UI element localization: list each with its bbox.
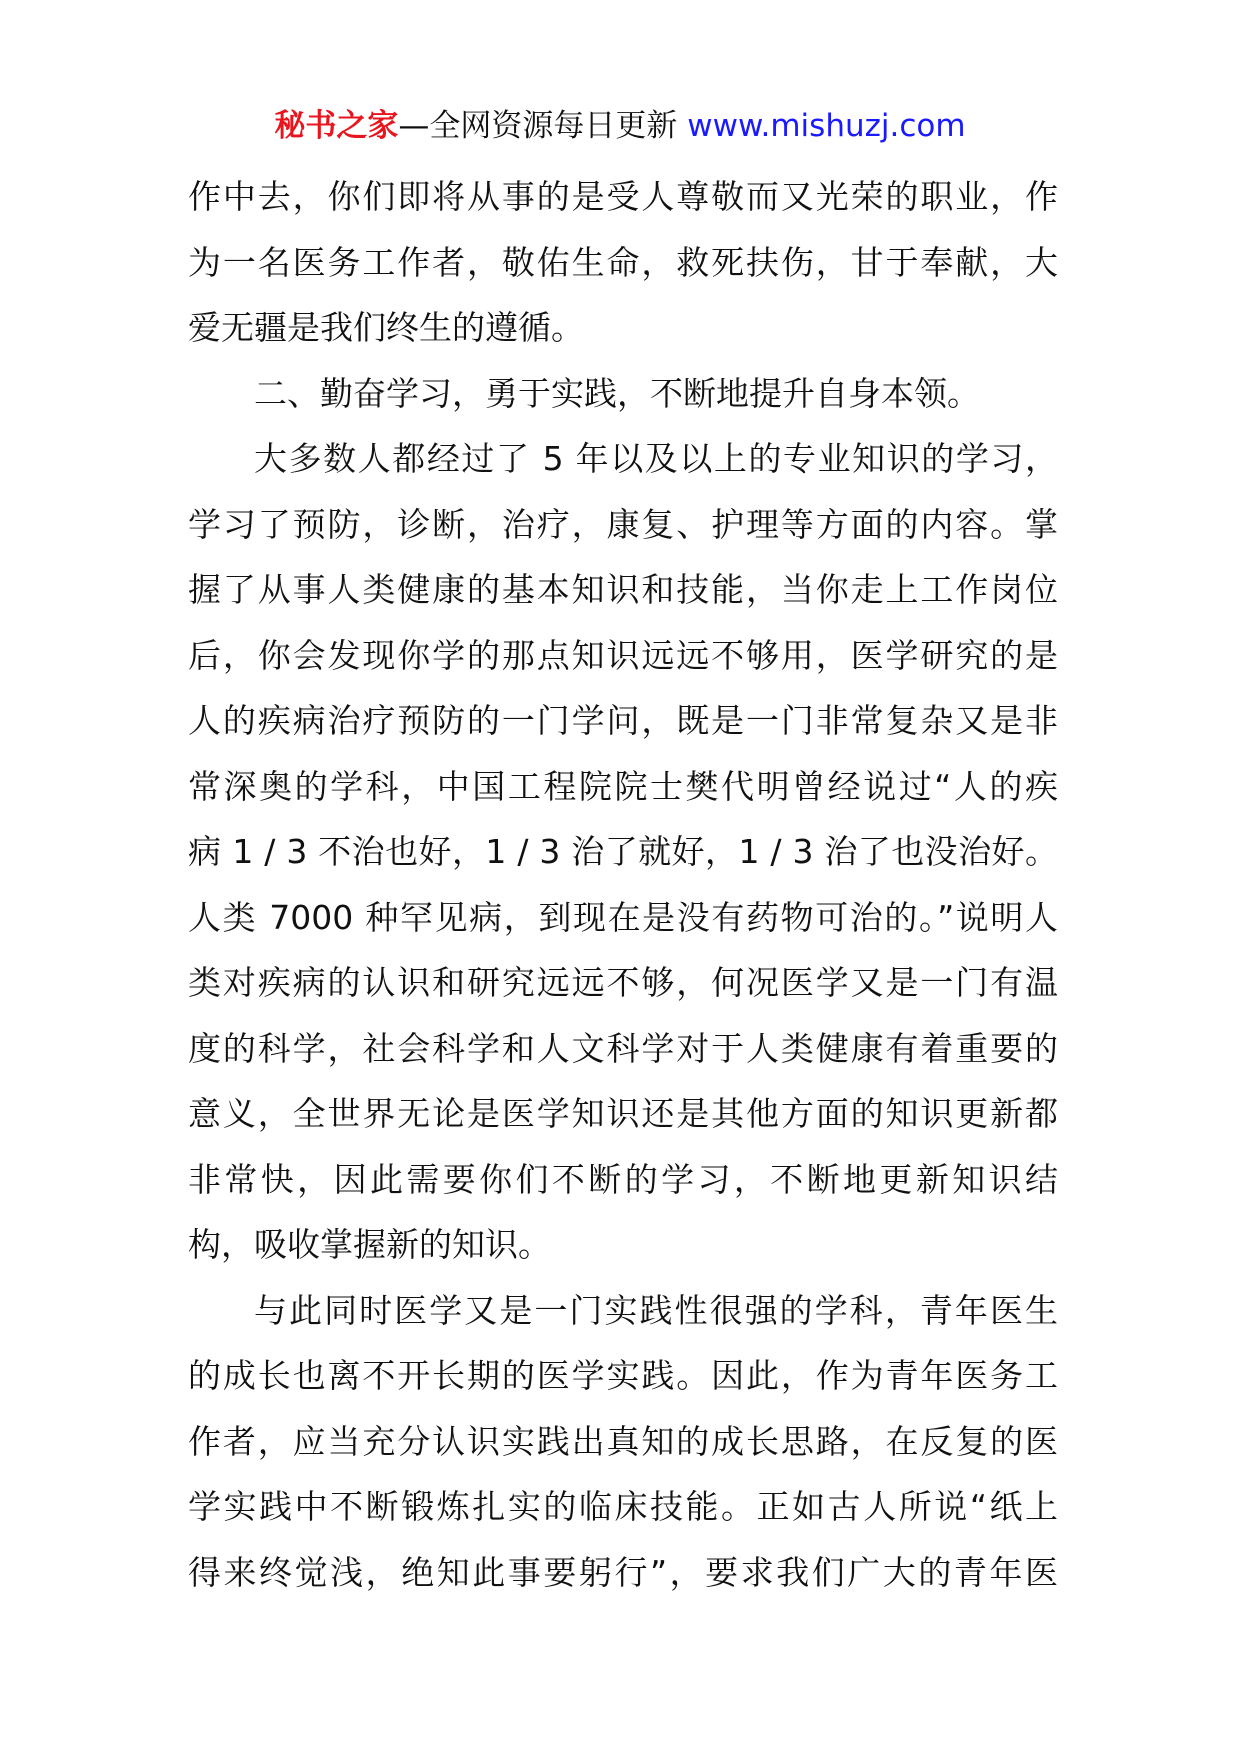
site-url[interactable]: www.mishuzj.com bbox=[687, 108, 966, 144]
text-line: 病 1 / 3 不治也好，1 / 3 治了就好，1 / 3 治了也没治好。 bbox=[188, 832, 1058, 871]
text-line: 的成长也离不开长期的医学实践。因此，作为青年医务工 bbox=[188, 1356, 1058, 1395]
site-brand: 秘书之家 bbox=[274, 108, 399, 144]
section-heading: 二、勤奋学习，勇于实践，不断地提升自身本领。 bbox=[254, 373, 980, 413]
text-line: 非常快，因此需要你们不断的学习，不断地更新知识结 bbox=[188, 1159, 1058, 1199]
text-line: 与此同时医学又是一门实践性很强的学科，青年医生 bbox=[254, 1290, 1058, 1330]
text-line: 大多数人都经过了 5 年以及以上的专业知识的学习， bbox=[254, 439, 1058, 478]
text-line: 类对疾病的认识和研究远远不够，何况医学又是一门有温 bbox=[188, 963, 1058, 1002]
site-slogan: —全网资源每日更新 bbox=[398, 108, 688, 144]
text-line: 意义，全世界无论是医学知识还是其他方面的知识更新都 bbox=[188, 1094, 1058, 1133]
text-line: 作者，应当充分认识实践出真知的成长思路，在反复的医 bbox=[188, 1421, 1058, 1461]
text-line: 常深奥的学科，中国工程院院士樊代明曾经说过“人的疾 bbox=[188, 766, 1058, 806]
text-line: 爱无疆是我们终生的遵循。 bbox=[188, 308, 584, 347]
text-line: 握了从事人类健康的基本知识和技能，当你走上工作岗位 bbox=[188, 570, 1058, 609]
site-header bbox=[0, 104, 1240, 148]
text-line: 学习了预防，诊断，治疗，康复、护理等方面的内容。掌 bbox=[188, 504, 1058, 544]
text-line: 人类 7000 种罕见病，到现在是没有药物可治的。”说明人 bbox=[188, 897, 1058, 937]
text-line: 构，吸收掌握新的知识。 bbox=[188, 1225, 551, 1264]
text-line: 人的疾病治疗预防的一门学问，既是一门非常复杂又是非 bbox=[188, 701, 1058, 740]
text-line: 学实践中不断锻炼扎实的临床技能。正如古人所说“纸上 bbox=[188, 1487, 1058, 1526]
text-line: 作中去，你们即将从事的是受人尊敬而又光荣的职业，作 bbox=[188, 177, 1058, 216]
document-body bbox=[188, 164, 1058, 1605]
text-line: 度的科学，社会科学和人文科学对于人类健康有着重要的 bbox=[188, 1028, 1058, 1068]
text-line: 后，你会发现你学的那点知识远远不够用，医学研究的是 bbox=[188, 635, 1058, 675]
text-line: 为一名医务工作者，敬佑生命，救死扶伤，甘于奉献，大 bbox=[188, 242, 1058, 282]
text-line: 得来终觉浅，绝知此事要躬行”，要求我们广大的青年医 bbox=[188, 1552, 1058, 1592]
